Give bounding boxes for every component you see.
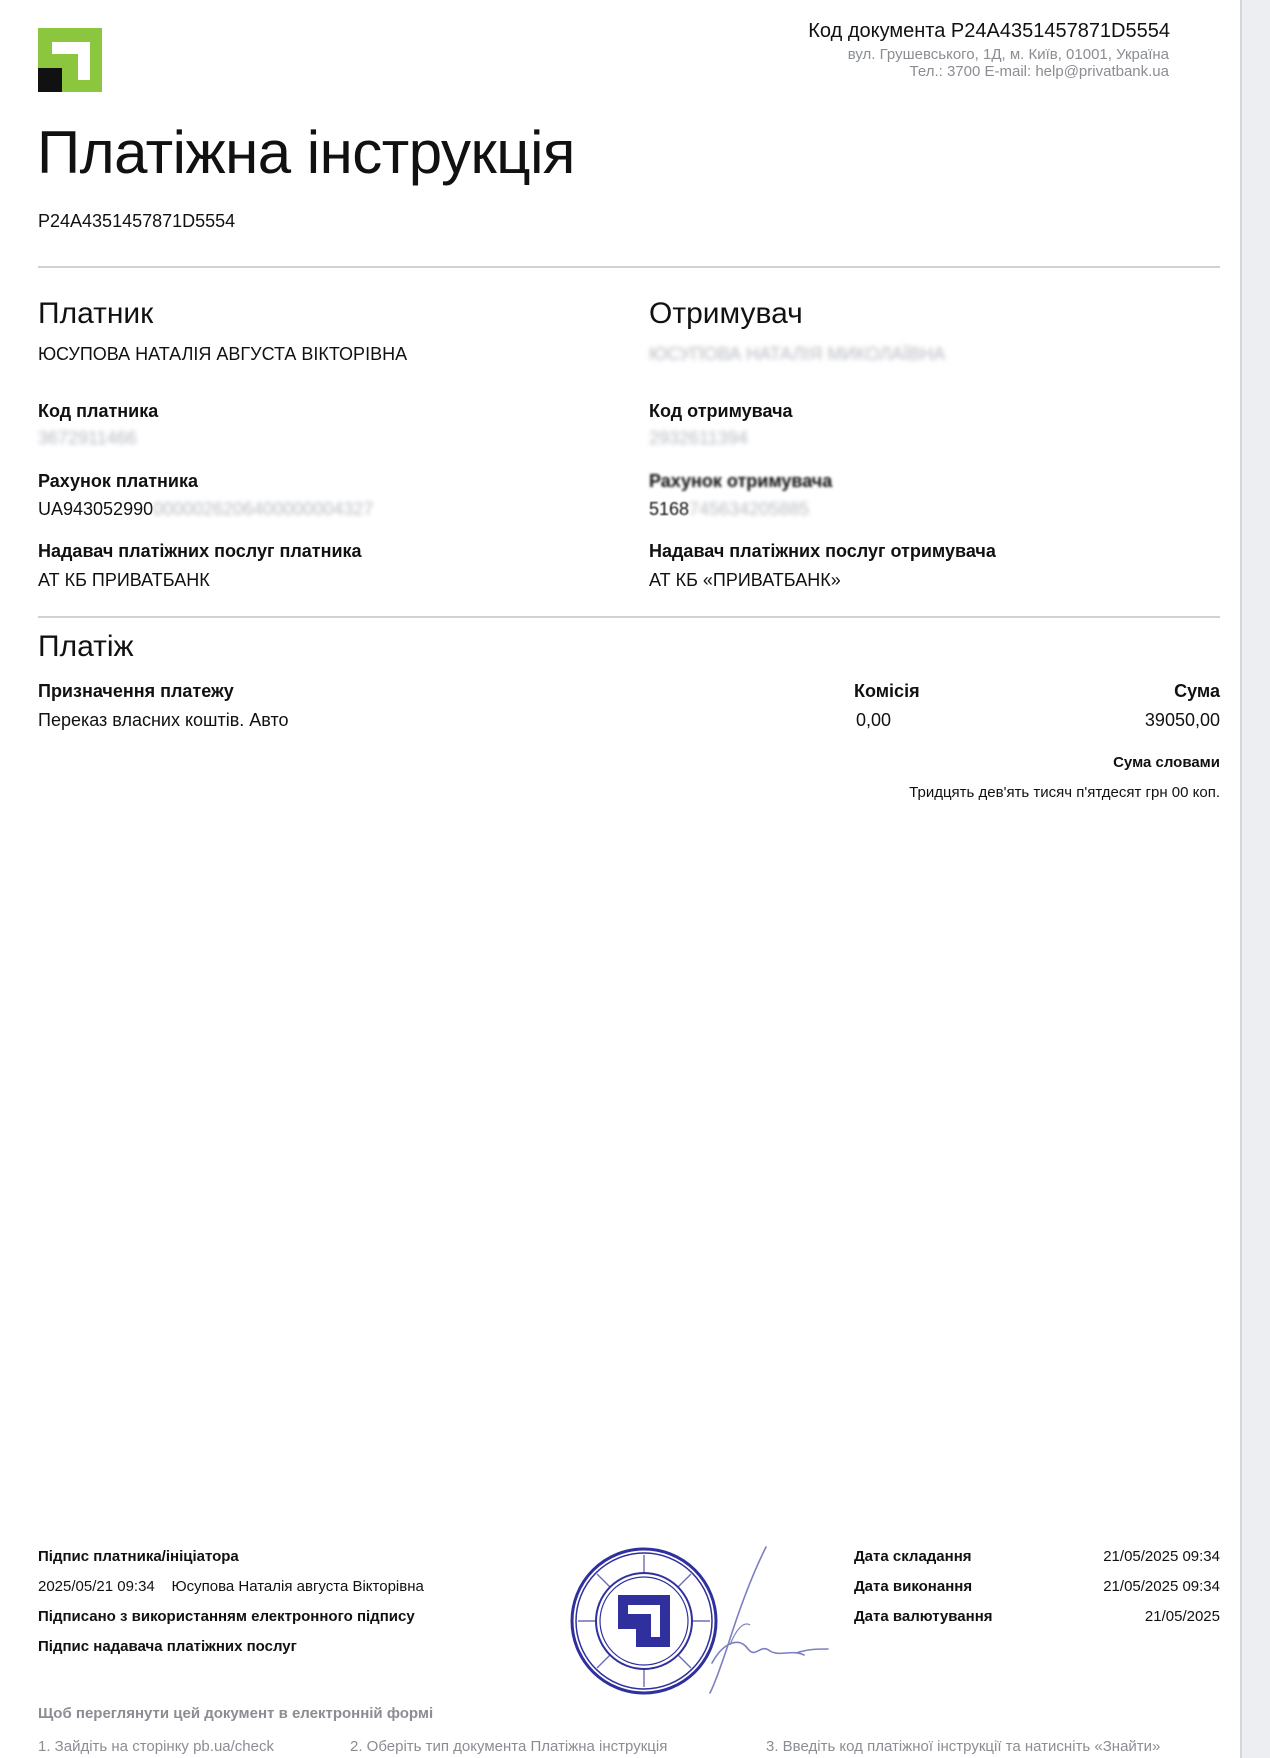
payer-signature-label: Підпис платника/ініціатора xyxy=(38,1548,239,1565)
document-id: P24A4351457871D5554 xyxy=(38,211,236,231)
recipient-code-value: 2932611394 xyxy=(649,428,748,448)
footer-hint: Щоб переглянути цей документ в електронній формі xyxy=(38,1705,434,1722)
privatbank-logo-icon xyxy=(38,28,102,92)
page-title: Платіжна інструкція xyxy=(37,119,575,186)
value-date-value: 21/05/2025 xyxy=(1144,1608,1220,1625)
created-date-value: 21/05/2025 09:34 xyxy=(1103,1548,1220,1565)
recipient-code-label: Код отримувача xyxy=(649,401,793,421)
amount-value: 39050,00 xyxy=(1144,710,1220,730)
payment-heading: Платіж xyxy=(38,630,134,663)
recipient-account-label: Рахунок отримувача xyxy=(649,471,833,491)
recipient-provider-value: АТ КБ «ПРИВАТБАНК» xyxy=(649,570,841,590)
recipient-name: ЮСУПОВА НАТАЛІЯ МИКОЛАЇВНА xyxy=(649,344,946,364)
payer-provider-label: Надавач платіжних послуг платника xyxy=(38,541,362,561)
divider-payment xyxy=(38,616,1220,618)
document-code: Код документа P24A4351457871D5554 xyxy=(808,20,1170,42)
executed-date-value: 21/05/2025 09:34 xyxy=(1103,1578,1220,1595)
amount-words-label: Сума словами xyxy=(1113,754,1220,771)
payer-account-label: Рахунок платника xyxy=(38,471,198,491)
purpose-value: Переказ власних коштів. Авто xyxy=(38,710,289,730)
recipient-provider-label: Надавач платіжних послуг отримувача xyxy=(649,541,996,561)
provider-signature-label: Підпис надавача платіжних послуг xyxy=(38,1638,297,1655)
value-date-label: Дата валютування xyxy=(854,1608,993,1625)
fee-value: 0,00 xyxy=(856,710,892,730)
payer-account-masked: 0000026206400000004327 xyxy=(153,499,374,519)
e-signature-note: Підписано з використанням електронного підпису xyxy=(38,1608,415,1625)
payer-signature-value: 2025/05/21 09:34 Юсупова Наталія августа Вікторівна xyxy=(38,1578,424,1595)
footer-step-2: 2. Оберіть тип документа Платіжна інструкція xyxy=(350,1738,668,1755)
payer-code-label: Код платника xyxy=(38,401,159,421)
footer-step-3: 3. Введіть код платіжної інструкції та натисніть «Знайти» xyxy=(766,1738,1161,1755)
created-date-label: Дата складання xyxy=(854,1548,972,1565)
payer-provider-value: АТ КБ ПРИВАТБАНК xyxy=(38,570,210,590)
divider-top xyxy=(38,266,1220,268)
executed-date-label: Дата виконання xyxy=(854,1578,973,1595)
page-edge-shadow xyxy=(1240,0,1270,1758)
bank-contacts: Тел.: 3700 E-mail: help@privatbank.ua xyxy=(909,63,1169,80)
payer-code-value: 3672911466 xyxy=(38,428,137,448)
payer-heading: Платник xyxy=(38,297,154,330)
amount-words-value: Тридцять дев'ять тисяч п'ятдесят грн 00 коп. xyxy=(909,784,1220,801)
bank-stamp-icon xyxy=(568,1545,720,1697)
purpose-label: Призначення платежу xyxy=(38,681,234,701)
bank-address: вул. Грушевського, 1Д, м. Київ, 01001, Україна xyxy=(847,46,1169,63)
payer-account-value xyxy=(38,499,373,520)
amount-label: Сума xyxy=(1174,681,1220,701)
recipient-account-visible: 5168 xyxy=(649,499,690,519)
recipient-account-value xyxy=(649,499,809,520)
payer-account-visible: UA943052990 xyxy=(38,499,154,519)
handwritten-signature-icon xyxy=(700,1545,830,1695)
payer-name: ЮСУПОВА НАТАЛІЯ АВГУСТА ВІКТОРІВНА xyxy=(38,344,408,364)
recipient-account-masked: 745634205885 xyxy=(689,499,810,519)
footer-step-1: 1. Зайдіть на сторінку pb.ua/check xyxy=(38,1738,274,1755)
fee-label: Комісія xyxy=(854,681,920,701)
recipient-heading: Отримувач xyxy=(649,297,803,330)
